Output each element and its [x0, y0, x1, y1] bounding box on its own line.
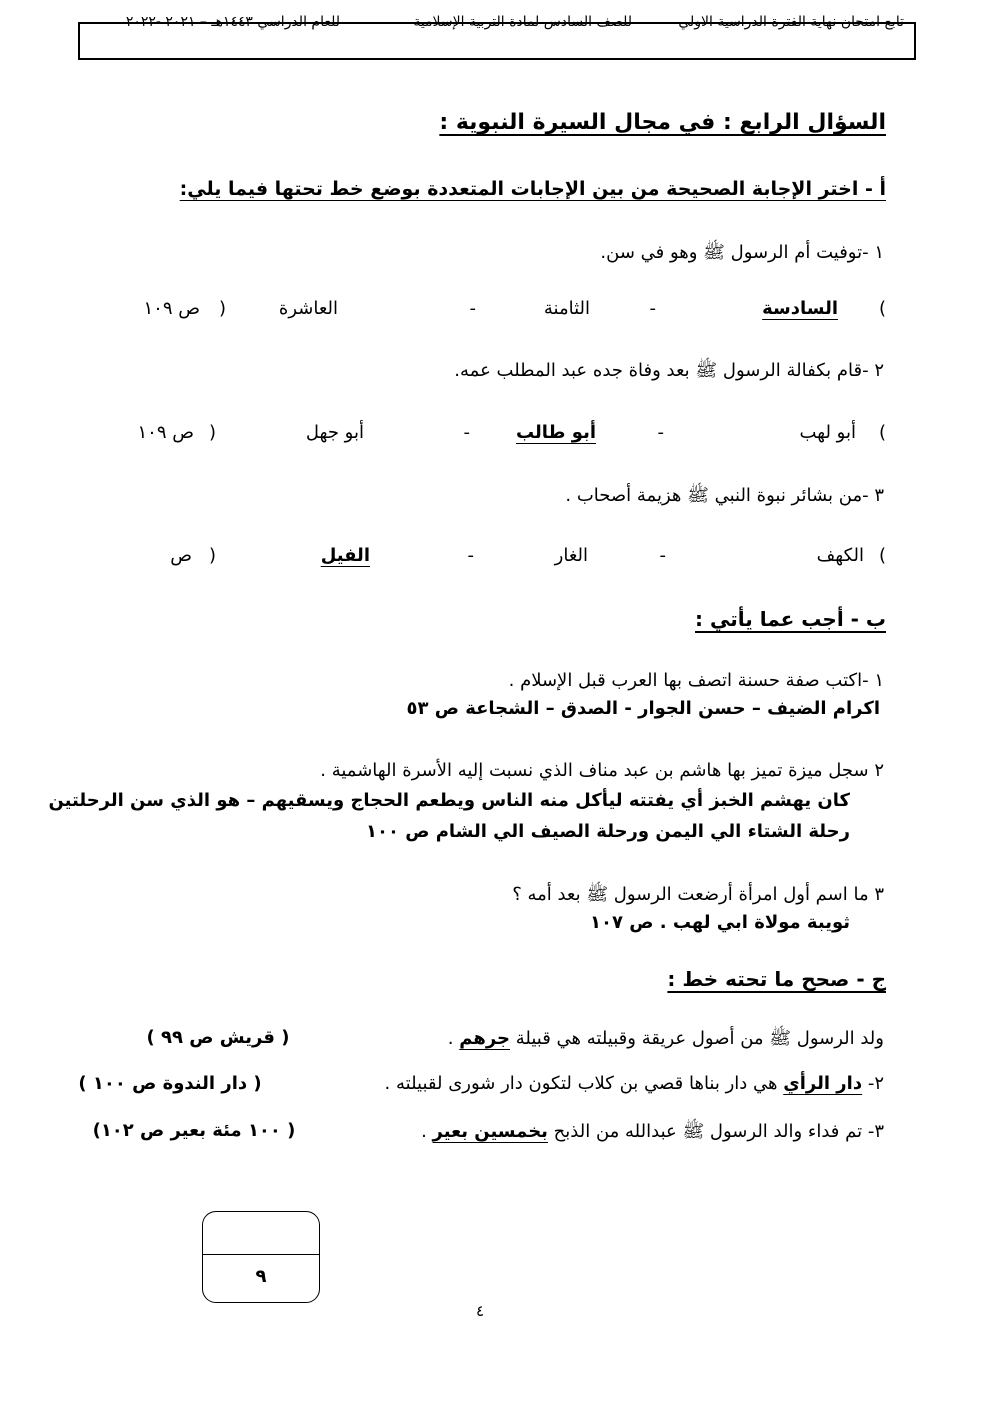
mcq-2-dash: - [463, 422, 470, 443]
mcq-2-close-paren: ) [208, 422, 216, 443]
mcq-3-option-2: الغار [554, 545, 588, 566]
mcq-3-close-paren: ) [208, 545, 216, 566]
mcq-1-option-3: العاشرة [278, 298, 338, 319]
question-title: السؤال الرابع : في مجال السيرة النبوية : [439, 110, 886, 135]
short-answer-2-answer-line-2: رحلة الشتاء الي اليمن ورحلة الصيف الي الشام ص ١٠٠ [366, 821, 850, 842]
correction-2-answer: ( دار الندوة ص ١٠٠ ) [78, 1073, 262, 1094]
mcq-3-question: ٣ -من بشائر نبوة النبي ﷺ هزيمة أصحاب . [565, 485, 884, 506]
mcq-2-page-ref: ص ١٠٩ [137, 422, 194, 443]
mcq-2-question: ٢ -قام بكفالة الرسول ﷺ بعد وفاة جده عبد المطلب عمه. [454, 360, 884, 381]
mcq-3-option-3: الفيل [320, 545, 370, 566]
mcq-3-option-1: الكهف [816, 545, 864, 566]
score-box [202, 1211, 320, 1303]
short-answer-1-question: ١ -اكتب صفة حسنة اتصف بها العرب قبل الإسلام . [508, 670, 884, 691]
correction-1-underlined: جرهم [459, 1028, 511, 1049]
correction-1-answer: ( قريش ص ٩٩ ) [146, 1027, 290, 1048]
short-answer-3-question: ٣ ما اسم أول امرأة أرضعت الرسول ﷺ بعد أمه ؟ [512, 884, 884, 905]
score-value: ٩ [255, 1266, 267, 1287]
header-exam-title: تابع امتحان نهاية الفترة الدراسية الاولي [678, 14, 904, 30]
mcq-3-page-ref: ص [170, 545, 192, 566]
correction-1-sentence: ولد الرسول ﷺ من أصول عريقة وقبيلته هي قبيلة جرهم . [447, 1028, 884, 1049]
mcq-3-dash: - [467, 545, 474, 566]
mcq-1-question: ١ -توفيت أم الرسول ﷺ وهو في سن. [600, 242, 884, 263]
mcq-1-page-ref: ص ١٠٩ [143, 298, 200, 319]
correction-3-underlined: بخمسين بعير [432, 1121, 548, 1142]
mcq-2-open-paren: ( [878, 422, 886, 443]
correction-3-sentence: ٣- تم فداء والد الرسول ﷺ عبدالله من الذبح بخمسين بعير . [421, 1121, 884, 1142]
short-answer-2-question: ٢ سجل ميزة تميز بها هاشم بن عبد مناف الذي نسبت إليه الأسرة الهاشمية . [320, 760, 884, 781]
mcq-1-close-paren: ) [218, 298, 226, 319]
correction-3-answer: ( ١٠٠ مئة بعير ص ١٠٢) [92, 1120, 296, 1141]
header-school-year: للعام الدراسي ١٤٤٣هـ – ٢٠٢١ -٢٠٢٢ [125, 14, 340, 30]
mcq-3-open-paren: ( [878, 545, 886, 566]
mcq-1-dash: - [469, 298, 476, 319]
short-answer-3-answer: ثويبة مولاة ابي لهب . ص ١٠٧ [590, 912, 850, 933]
page-number: ٤ [475, 1302, 485, 1320]
mcq-1-open-paren: ( [878, 298, 886, 319]
mcq-3-dash: - [659, 545, 666, 566]
part-c-title: ج - صحح ما تحته خط : [667, 967, 886, 991]
correction-2-underlined: دار الرأي [783, 1073, 863, 1094]
mcq-1-dash: - [649, 298, 656, 319]
mcq-2-dash: - [657, 422, 664, 443]
mcq-2-option-2: أبو طالب [515, 422, 596, 443]
mcq-1-option-2: الثامنة [543, 298, 590, 319]
correction-2-sentence: ٢- دار الرأي هي دار بناها قصي بن كلاب لتكون دار شورى لقبيلته . [384, 1073, 884, 1094]
mcq-1-option-1: السادسة [762, 298, 838, 319]
part-b-title: ب - أجب عما يأتي : [695, 607, 886, 631]
mcq-2-option-3: أبو جهل [305, 422, 364, 443]
short-answer-2-answer-line-1: كان يهشم الخبز أي يفتته ليأكل منه الناس ويطعم الحجاج ويسقيهم – هو الذي سن الرحلتين [48, 790, 850, 811]
part-a-title: أ - اختر الإجابة الصحيحة من بين الإجابات المتعددة بوضع خط تحتها فيما يلي: [179, 178, 886, 200]
short-answer-1-answer: اكرام الضيف – حسن الجوار - الصدق – الشجاعة ص ٥٣ [406, 698, 880, 719]
score-divider [203, 1254, 319, 1255]
mcq-2-option-1: أبو لهب [799, 422, 856, 443]
header-grade-subject: للصف السادس لمادة التربية الإسلامية [413, 14, 632, 30]
